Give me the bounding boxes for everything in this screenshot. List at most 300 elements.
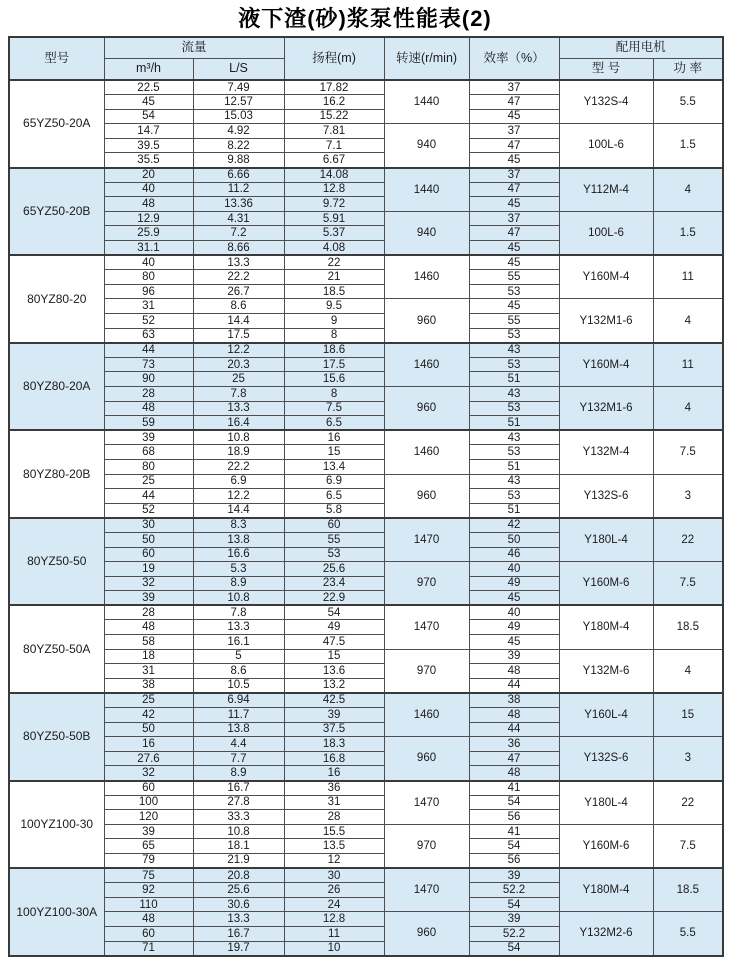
cell-motor-power: 22 — [653, 781, 723, 825]
cell-motor-power: 4 — [653, 299, 723, 343]
cell-flow-ls: 8.9 — [193, 576, 284, 591]
cell-motor-model: Y132M1-6 — [559, 386, 653, 430]
cell-head: 18.5 — [284, 284, 384, 299]
cell-head: 15 — [284, 445, 384, 460]
cell-head: 8 — [284, 386, 384, 401]
cell-flow-ls: 10.5 — [193, 678, 284, 693]
cell-head: 24 — [284, 897, 384, 912]
table-row — [9, 781, 723, 796]
table-row — [9, 168, 723, 183]
cell-efficiency: 45 — [469, 241, 559, 256]
cell-flow-m3h: 75 — [104, 868, 193, 883]
cell-flow-m3h: 80 — [104, 270, 193, 285]
cell-speed: 1470 — [384, 781, 469, 825]
cell-head: 7.5 — [284, 401, 384, 416]
cell-head: 26 — [284, 883, 384, 898]
cell-flow-ls: 6.9 — [193, 474, 284, 489]
cell-efficiency: 56 — [469, 853, 559, 868]
cell-head: 5.37 — [284, 226, 384, 241]
cell-flow-ls: 13.8 — [193, 532, 284, 547]
cell-flow-ls: 11.2 — [193, 182, 284, 197]
cell-flow-ls: 17.5 — [193, 328, 284, 343]
cell-model: 65YZ50-20A — [9, 80, 104, 168]
cell-head: 9.5 — [284, 299, 384, 314]
cell-flow-m3h: 38 — [104, 678, 193, 693]
cell-motor-power: 4 — [653, 649, 723, 693]
cell-efficiency: 53 — [469, 357, 559, 372]
cell-efficiency: 37 — [469, 211, 559, 226]
cell-flow-m3h: 73 — [104, 357, 193, 372]
cell-efficiency: 40 — [469, 605, 559, 620]
cell-flow-ls: 4.92 — [193, 124, 284, 139]
cell-flow-ls: 8.3 — [193, 518, 284, 533]
cell-flow-ls: 21.9 — [193, 853, 284, 868]
cell-motor-power: 18.5 — [653, 868, 723, 912]
cell-head: 14.08 — [284, 168, 384, 183]
cell-efficiency: 46 — [469, 547, 559, 562]
cell-head: 17.5 — [284, 357, 384, 372]
cell-flow-ls: 16.7 — [193, 926, 284, 941]
cell-head: 15.22 — [284, 109, 384, 124]
cell-efficiency: 53 — [469, 445, 559, 460]
cell-efficiency: 39 — [469, 868, 559, 883]
cell-efficiency: 40 — [469, 562, 559, 577]
cell-flow-m3h: 63 — [104, 328, 193, 343]
cell-model: 100YZ100-30A — [9, 868, 104, 956]
cell-flow-m3h: 22.5 — [104, 80, 193, 95]
col-header-flow: 流量 — [104, 37, 284, 59]
cell-flow-ls: 5.3 — [193, 562, 284, 577]
table-row — [9, 386, 723, 401]
cell-flow-m3h: 68 — [104, 445, 193, 460]
cell-flow-m3h: 44 — [104, 343, 193, 358]
cell-motor-power: 1.5 — [653, 124, 723, 168]
cell-head: 17.82 — [284, 80, 384, 95]
cell-speed: 970 — [384, 824, 469, 868]
cell-efficiency: 39 — [469, 649, 559, 664]
cell-flow-m3h: 79 — [104, 853, 193, 868]
col-header-flow-ls: L/S — [193, 59, 284, 81]
cell-head: 6.5 — [284, 489, 384, 504]
cell-flow-ls: 12.2 — [193, 343, 284, 358]
cell-head: 25.6 — [284, 562, 384, 577]
cell-flow-m3h: 40 — [104, 182, 193, 197]
table-row — [9, 518, 723, 533]
cell-flow-ls: 7.8 — [193, 386, 284, 401]
cell-efficiency: 50 — [469, 532, 559, 547]
cell-flow-ls: 22.2 — [193, 459, 284, 474]
cell-flow-m3h: 40 — [104, 255, 193, 270]
cell-flow-ls: 12.57 — [193, 95, 284, 110]
cell-efficiency: 43 — [469, 386, 559, 401]
cell-efficiency: 43 — [469, 474, 559, 489]
cell-head: 6.67 — [284, 153, 384, 168]
cell-motor-model: Y132M2-6 — [559, 912, 653, 956]
cell-speed: 960 — [384, 386, 469, 430]
table-body — [9, 80, 723, 956]
cell-efficiency: 51 — [469, 416, 559, 431]
cell-flow-m3h: 48 — [104, 912, 193, 927]
cell-efficiency: 52.2 — [469, 883, 559, 898]
cell-head: 47.5 — [284, 635, 384, 650]
cell-flow-m3h: 58 — [104, 635, 193, 650]
cell-flow-ls: 16.4 — [193, 416, 284, 431]
cell-motor-power: 15 — [653, 693, 723, 737]
cell-efficiency: 54 — [469, 897, 559, 912]
cell-efficiency: 37 — [469, 124, 559, 139]
cell-efficiency: 53 — [469, 328, 559, 343]
col-header-model: 型号 — [9, 37, 104, 80]
cell-flow-ls: 30.6 — [193, 897, 284, 912]
cell-flow-ls: 8.22 — [193, 138, 284, 153]
cell-flow-ls: 7.49 — [193, 80, 284, 95]
cell-flow-ls: 20.3 — [193, 357, 284, 372]
cell-head: 4.08 — [284, 241, 384, 256]
cell-efficiency: 51 — [469, 372, 559, 387]
cell-motor-model: Y160M-4 — [559, 343, 653, 387]
cell-head: 5.8 — [284, 503, 384, 518]
cell-efficiency: 51 — [469, 459, 559, 474]
page-title: 液下渣(砂)浆泵性能表(2) — [238, 6, 492, 31]
cell-motor-model: Y160M-6 — [559, 562, 653, 606]
cell-flow-ls: 20.8 — [193, 868, 284, 883]
cell-efficiency: 48 — [469, 708, 559, 723]
cell-head: 13.2 — [284, 678, 384, 693]
cell-motor-power: 7.5 — [653, 824, 723, 868]
cell-flow-ls: 19.7 — [193, 941, 284, 956]
cell-flow-m3h: 120 — [104, 810, 193, 825]
cell-head: 16 — [284, 766, 384, 781]
cell-flow-m3h: 39 — [104, 430, 193, 445]
cell-motor-model: Y160L-4 — [559, 693, 653, 737]
cell-head: 12.8 — [284, 912, 384, 927]
cell-head: 37.5 — [284, 722, 384, 737]
cell-motor-model: Y132S-6 — [559, 737, 653, 781]
cell-efficiency: 51 — [469, 503, 559, 518]
cell-flow-ls: 15.03 — [193, 109, 284, 124]
table-row — [9, 649, 723, 664]
cell-motor-model: Y160M-6 — [559, 824, 653, 868]
cell-flow-m3h: 52 — [104, 503, 193, 518]
cell-flow-m3h: 110 — [104, 897, 193, 912]
cell-efficiency: 41 — [469, 824, 559, 839]
cell-head: 5.91 — [284, 211, 384, 226]
cell-speed: 1470 — [384, 518, 469, 562]
cell-motor-power: 4 — [653, 386, 723, 430]
cell-flow-ls: 6.66 — [193, 168, 284, 183]
cell-head: 16.2 — [284, 95, 384, 110]
col-header-speed: 转速(r/min) — [384, 37, 469, 80]
cell-flow-ls: 33.3 — [193, 810, 284, 825]
cell-efficiency: 38 — [469, 693, 559, 708]
cell-head: 9 — [284, 314, 384, 329]
cell-motor-power: 3 — [653, 474, 723, 518]
cell-model: 80YZ50-50 — [9, 518, 104, 606]
cell-motor-power: 7.5 — [653, 562, 723, 606]
cell-speed: 970 — [384, 649, 469, 693]
cell-efficiency: 54 — [469, 941, 559, 956]
cell-flow-ls: 16.1 — [193, 635, 284, 650]
cell-flow-ls: 9.88 — [193, 153, 284, 168]
cell-motor-model: Y160M-4 — [559, 255, 653, 299]
cell-head: 11 — [284, 926, 384, 941]
cell-motor-power: 18.5 — [653, 605, 723, 649]
cell-motor-power: 5.5 — [653, 912, 723, 956]
cell-efficiency: 47 — [469, 182, 559, 197]
cell-motor-model: Y180L-4 — [559, 518, 653, 562]
cell-head: 53 — [284, 547, 384, 562]
cell-efficiency: 37 — [469, 80, 559, 95]
cell-flow-ls: 14.4 — [193, 314, 284, 329]
cell-head: 9.72 — [284, 197, 384, 212]
cell-motor-power: 7.5 — [653, 430, 723, 474]
table-row — [9, 80, 723, 95]
cell-head: 28 — [284, 810, 384, 825]
cell-motor-model: Y132S-4 — [559, 80, 653, 124]
cell-motor-model: Y112M-4 — [559, 168, 653, 212]
cell-flow-m3h: 50 — [104, 722, 193, 737]
cell-model: 80YZ50-50B — [9, 693, 104, 781]
cell-speed: 940 — [384, 124, 469, 168]
cell-flow-ls: 18.9 — [193, 445, 284, 460]
cell-efficiency: 45 — [469, 153, 559, 168]
cell-flow-ls: 13.3 — [193, 255, 284, 270]
cell-motor-model: Y180M-4 — [559, 868, 653, 912]
cell-flow-ls: 25.6 — [193, 883, 284, 898]
cell-efficiency: 45 — [469, 109, 559, 124]
cell-efficiency: 43 — [469, 343, 559, 358]
cell-flow-ls: 13.3 — [193, 912, 284, 927]
cell-flow-ls: 7.8 — [193, 605, 284, 620]
cell-flow-m3h: 39 — [104, 591, 193, 606]
cell-efficiency: 53 — [469, 401, 559, 416]
cell-speed: 1460 — [384, 693, 469, 737]
cell-flow-ls: 13.3 — [193, 401, 284, 416]
cell-efficiency: 45 — [469, 635, 559, 650]
cell-flow-m3h: 65 — [104, 839, 193, 854]
cell-speed: 1470 — [384, 605, 469, 649]
cell-flow-ls: 6.94 — [193, 693, 284, 708]
cell-flow-ls: 16.7 — [193, 781, 284, 796]
cell-flow-m3h: 60 — [104, 547, 193, 562]
cell-flow-m3h: 27.6 — [104, 751, 193, 766]
cell-efficiency: 49 — [469, 576, 559, 591]
cell-efficiency: 48 — [469, 664, 559, 679]
cell-motor-model: Y132M1-6 — [559, 299, 653, 343]
cell-flow-ls: 13.8 — [193, 722, 284, 737]
table-row — [9, 343, 723, 358]
table-row — [9, 562, 723, 577]
cell-flow-m3h: 20 — [104, 168, 193, 183]
cell-flow-m3h: 18 — [104, 649, 193, 664]
cell-motor-power: 4 — [653, 168, 723, 212]
cell-flow-m3h: 28 — [104, 605, 193, 620]
cell-flow-m3h: 59 — [104, 416, 193, 431]
cell-head: 13.4 — [284, 459, 384, 474]
cell-flow-ls: 26.7 — [193, 284, 284, 299]
table-row — [9, 824, 723, 839]
cell-head: 13.5 — [284, 839, 384, 854]
cell-head: 23.4 — [284, 576, 384, 591]
cell-flow-m3h: 28 — [104, 386, 193, 401]
cell-motor-model: 100L-6 — [559, 211, 653, 255]
col-header-head: 扬程(m) — [284, 37, 384, 80]
cell-efficiency: 45 — [469, 197, 559, 212]
cell-flow-m3h: 80 — [104, 459, 193, 474]
cell-flow-m3h: 16 — [104, 737, 193, 752]
cell-flow-m3h: 44 — [104, 489, 193, 504]
cell-motor-power: 3 — [653, 737, 723, 781]
cell-head: 21 — [284, 270, 384, 285]
table-row — [9, 737, 723, 752]
cell-speed: 940 — [384, 211, 469, 255]
table-row — [9, 693, 723, 708]
table-row — [9, 255, 723, 270]
cell-head: 16 — [284, 430, 384, 445]
cell-flow-m3h: 19 — [104, 562, 193, 577]
cell-flow-ls: 13.3 — [193, 620, 284, 635]
cell-efficiency: 48 — [469, 766, 559, 781]
cell-head: 60 — [284, 518, 384, 533]
cell-head: 18.3 — [284, 737, 384, 752]
cell-efficiency: 49 — [469, 620, 559, 635]
cell-flow-m3h: 48 — [104, 620, 193, 635]
cell-head: 55 — [284, 532, 384, 547]
cell-speed: 1460 — [384, 255, 469, 299]
cell-head: 18.6 — [284, 343, 384, 358]
cell-motor-power: 11 — [653, 255, 723, 299]
cell-motor-model: Y180M-4 — [559, 605, 653, 649]
cell-flow-ls: 16.6 — [193, 547, 284, 562]
cell-speed: 960 — [384, 299, 469, 343]
cell-speed: 960 — [384, 474, 469, 518]
cell-motor-power: 1.5 — [653, 211, 723, 255]
cell-flow-ls: 8.66 — [193, 241, 284, 256]
cell-head: 8 — [284, 328, 384, 343]
cell-flow-ls: 22.2 — [193, 270, 284, 285]
cell-head: 6.9 — [284, 474, 384, 489]
cell-flow-ls: 13.36 — [193, 197, 284, 212]
cell-flow-m3h: 39 — [104, 824, 193, 839]
cell-motor-model: Y180L-4 — [559, 781, 653, 825]
cell-flow-m3h: 32 — [104, 576, 193, 591]
cell-speed: 1440 — [384, 168, 469, 212]
cell-motor-model: Y132S-6 — [559, 474, 653, 518]
cell-head: 7.1 — [284, 138, 384, 153]
cell-efficiency: 47 — [469, 138, 559, 153]
cell-head: 12 — [284, 853, 384, 868]
cell-flow-m3h: 32 — [104, 766, 193, 781]
cell-model: 65YZ50-20B — [9, 168, 104, 256]
cell-flow-ls: 27.8 — [193, 795, 284, 810]
cell-motor-power: 22 — [653, 518, 723, 562]
cell-speed: 1460 — [384, 430, 469, 474]
cell-motor-power: 5.5 — [653, 80, 723, 124]
pump-performance-table — [8, 36, 724, 957]
cell-flow-ls: 14.4 — [193, 503, 284, 518]
cell-flow-m3h: 12.9 — [104, 211, 193, 226]
col-header-efficiency: 效率（%） — [469, 37, 559, 80]
cell-head: 30 — [284, 868, 384, 883]
col-header-flow-m3h: m³/h — [104, 59, 193, 81]
cell-motor-model: Y132M-6 — [559, 649, 653, 693]
cell-efficiency: 55 — [469, 314, 559, 329]
cell-efficiency: 44 — [469, 722, 559, 737]
cell-head: 10 — [284, 941, 384, 956]
cell-flow-ls: 4.4 — [193, 737, 284, 752]
cell-flow-m3h: 25.9 — [104, 226, 193, 241]
cell-efficiency: 56 — [469, 810, 559, 825]
cell-motor-model: 100L-6 — [559, 124, 653, 168]
cell-head: 36 — [284, 781, 384, 796]
cell-flow-m3h: 45 — [104, 95, 193, 110]
table-header — [9, 37, 723, 80]
cell-flow-m3h: 31 — [104, 299, 193, 314]
cell-efficiency: 39 — [469, 912, 559, 927]
cell-head: 16.8 — [284, 751, 384, 766]
cell-efficiency: 36 — [469, 737, 559, 752]
cell-flow-ls: 10.8 — [193, 430, 284, 445]
cell-head: 15.5 — [284, 824, 384, 839]
cell-speed: 1460 — [384, 343, 469, 387]
cell-efficiency: 54 — [469, 839, 559, 854]
cell-motor-model: Y132M-4 — [559, 430, 653, 474]
cell-model: 80YZ50-50A — [9, 605, 104, 693]
cell-flow-m3h: 42 — [104, 708, 193, 723]
cell-head: 7.81 — [284, 124, 384, 139]
cell-flow-m3h: 25 — [104, 693, 193, 708]
cell-head: 13.6 — [284, 664, 384, 679]
cell-flow-ls: 7.7 — [193, 751, 284, 766]
cell-flow-ls: 8.6 — [193, 664, 284, 679]
cell-flow-m3h: 71 — [104, 941, 193, 956]
cell-flow-ls: 4.31 — [193, 211, 284, 226]
cell-flow-ls: 11.7 — [193, 708, 284, 723]
cell-flow-m3h: 48 — [104, 401, 193, 416]
cell-speed: 970 — [384, 562, 469, 606]
table-row — [9, 868, 723, 883]
cell-efficiency: 37 — [469, 168, 559, 183]
cell-flow-ls: 5 — [193, 649, 284, 664]
cell-flow-m3h: 14.7 — [104, 124, 193, 139]
table-row — [9, 605, 723, 620]
cell-efficiency: 45 — [469, 255, 559, 270]
cell-model: 100YZ100-30 — [9, 781, 104, 869]
cell-head: 15 — [284, 649, 384, 664]
cell-efficiency: 45 — [469, 591, 559, 606]
table-row — [9, 430, 723, 445]
cell-flow-m3h: 48 — [104, 197, 193, 212]
cell-flow-m3h: 52 — [104, 314, 193, 329]
cell-efficiency: 44 — [469, 678, 559, 693]
cell-flow-m3h: 60 — [104, 781, 193, 796]
cell-flow-m3h: 50 — [104, 532, 193, 547]
cell-flow-m3h: 100 — [104, 795, 193, 810]
cell-motor-power: 11 — [653, 343, 723, 387]
cell-flow-m3h: 90 — [104, 372, 193, 387]
cell-head: 42.5 — [284, 693, 384, 708]
cell-flow-ls: 8.6 — [193, 299, 284, 314]
cell-head: 54 — [284, 605, 384, 620]
cell-flow-ls: 10.8 — [193, 591, 284, 606]
col-header-motor: 配用电机 — [559, 37, 723, 59]
cell-head: 22 — [284, 255, 384, 270]
cell-flow-m3h: 30 — [104, 518, 193, 533]
table-row — [9, 299, 723, 314]
cell-efficiency: 52.2 — [469, 926, 559, 941]
cell-efficiency: 43 — [469, 430, 559, 445]
cell-flow-m3h: 31 — [104, 664, 193, 679]
